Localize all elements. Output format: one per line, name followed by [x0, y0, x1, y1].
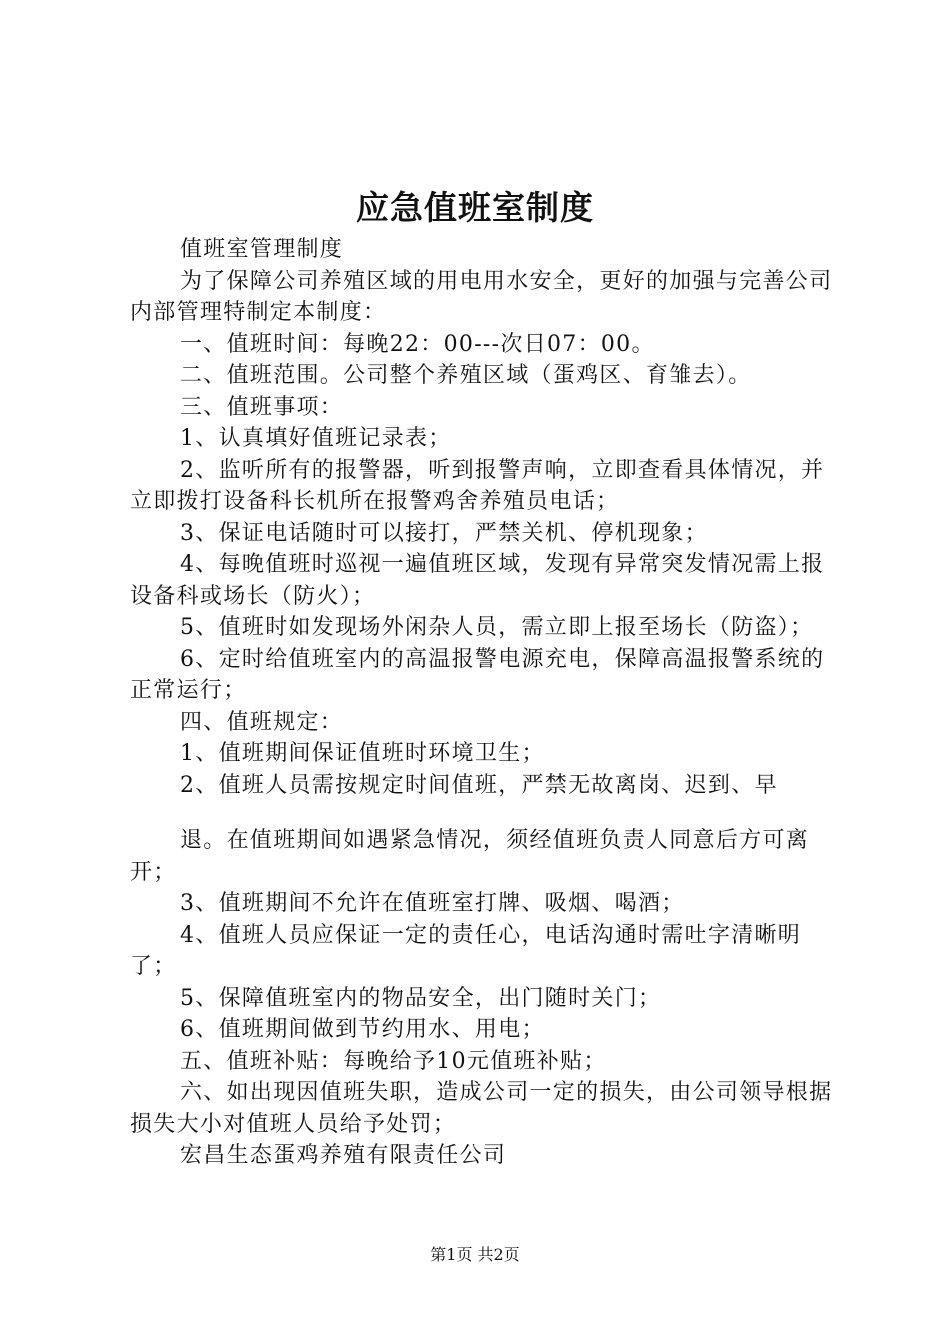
paragraph-4: 二、值班范围。公司整个养殖区域（蛋鸡区、育雏去）。 [180, 363, 752, 388]
paragraph-7: 2、监听所有的报警器，听到报警声响，立即查看具体情况，并立即拨打设备科长机所在报警鸡舍养殖员电话； [130, 457, 825, 514]
paragraph-11: 6、定时给值班室内的高温报警电源充电，保障高温报警系统的正常运行； [130, 646, 825, 703]
paragraph-16: 3、值班期间不允许在值班室打牌、吸烟、喝酒； [180, 891, 685, 916]
paragraph-14: 2、值班人员需按规定时间值班，严禁无故离岗、迟到、早 [180, 772, 778, 798]
document-body [130, 234, 836, 1172]
paragraph-3: 一、值班时间：每晚22：00---次日07：00。 [180, 331, 655, 357]
paragraph-18: 5、保障值班室内的物品安全，出门随时关门； [180, 985, 662, 1011]
paragraph-21: 六、如出现因值班失职，造成公司一定的损失，由公司领导根据损失大小对值班人员给予处罚； [130, 1080, 833, 1137]
paragraph-10: 5、值班时如发现场外闲杂人员，需立即上报至场长（防盗）； [180, 615, 814, 640]
paragraph-12: 四、值班规定： [180, 709, 344, 735]
paragraph-19: 6、值班期间做到节约用水、用电； [180, 1017, 545, 1042]
paragraph-9: 4、每晚值班时巡视一遍值班区域，发现有异常突发情况需上报设备科或场长（防火）； [130, 552, 825, 609]
paragraph-20: 五、值班补贴：每晚给予10元值班补贴； [180, 1048, 607, 1074]
paragraph-17: 4、值班人员应保证一定的责任心，电话沟通时需吐字清晰明了； [130, 922, 802, 979]
paragraph-5: 三、值班事项： [180, 394, 344, 420]
page-title: 应急值班室制度 [356, 188, 594, 227]
page-number-footer: 第1页 共2页 [430, 1245, 520, 1264]
paragraph-1: 值班室管理制度 [180, 237, 344, 262]
paragraph-2: 为了保障公司养殖区域的用电用水安全，更好的加强与完善公司内部管理特制定本制度： [130, 268, 833, 325]
paragraph-15: 退。在值班期间如遇紧急情况，须经值班负责人同意后方可离开； [130, 828, 810, 885]
paragraph-6: 1、认真填好值班记录表； [180, 426, 452, 451]
paragraph-8: 3、保证电话随时可以接打，严禁关机、停机现象； [180, 520, 708, 546]
paragraph-22: 宏昌生态蛋鸡养殖有限责任公司 [180, 1143, 507, 1168]
paragraph-13: 1、值班期间保证值班时环境卫生； [180, 741, 545, 766]
